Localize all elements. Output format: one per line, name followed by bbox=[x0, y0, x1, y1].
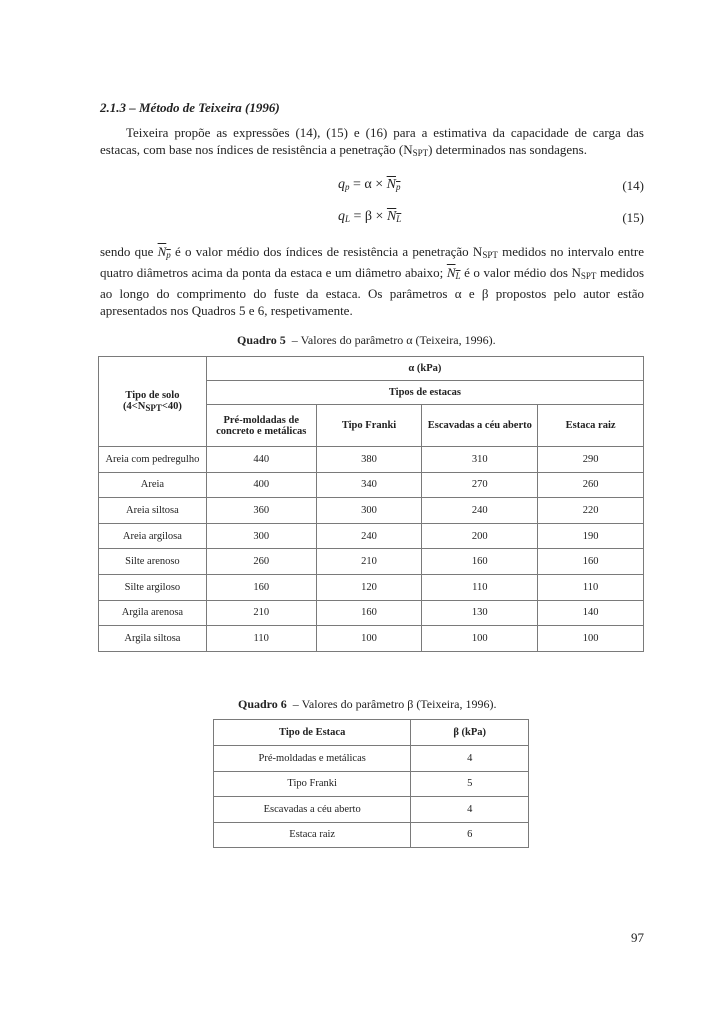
para2-nl-sub: L bbox=[455, 271, 461, 281]
eq15-lhs-sub: L bbox=[345, 214, 351, 224]
soil-type-header-range-sub: SPT bbox=[145, 403, 162, 413]
alpha-value-cell: 220 bbox=[538, 498, 644, 524]
quadro5-caption bbox=[237, 333, 496, 348]
beta-unit-header: β (kPa) bbox=[411, 720, 529, 746]
table-row bbox=[99, 498, 644, 524]
equation-14-number: (14) bbox=[622, 178, 644, 193]
alpha-value-cell: 160 bbox=[206, 574, 316, 600]
quadro6-caption-label: Quadro 6 bbox=[238, 697, 287, 711]
alpha-value-cell: 160 bbox=[422, 549, 538, 575]
table-row bbox=[214, 797, 529, 823]
alpha-value-cell: 140 bbox=[538, 600, 644, 626]
soil-type-cell: Areia com pedregulho bbox=[99, 447, 207, 473]
soil-type-header-range-b: <40) bbox=[161, 401, 182, 412]
alpha-value-cell: 240 bbox=[422, 498, 538, 524]
eq14-rhs-sub: p bbox=[395, 182, 401, 192]
alpha-value-cell: 290 bbox=[538, 447, 644, 473]
soil-type-header-line1: Tipo de solo bbox=[125, 390, 180, 401]
alpha-value-cell: 200 bbox=[422, 523, 538, 549]
quadro6-table bbox=[213, 719, 529, 848]
alpha-value-cell: 380 bbox=[316, 447, 422, 473]
alpha-value-cell: 100 bbox=[538, 626, 644, 652]
alpha-value-cell: 240 bbox=[316, 523, 422, 549]
pile-column-header: Pré-moldadas de concreto e metálicas bbox=[206, 405, 316, 447]
quadro5-table bbox=[98, 356, 644, 652]
alpha-value-cell: 130 bbox=[422, 600, 538, 626]
pile-column-header: Tipo Franki bbox=[316, 405, 422, 447]
alpha-value-cell: 190 bbox=[538, 523, 644, 549]
alpha-unit-header: α (kPa) bbox=[206, 357, 643, 381]
eq14-lhs: q bbox=[338, 177, 345, 192]
alpha-value-cell: 340 bbox=[316, 472, 422, 498]
alpha-value-cell: 400 bbox=[206, 472, 316, 498]
pile-column-header: Estaca raiz bbox=[538, 405, 644, 447]
alpha-value-cell: 270 bbox=[422, 472, 538, 498]
table-row bbox=[99, 626, 644, 652]
equation-14 bbox=[338, 177, 400, 193]
eq15-operator: = β × bbox=[353, 209, 384, 224]
beta-value-cell: 5 bbox=[411, 771, 529, 797]
quadro5-caption-label: Quadro 5 bbox=[237, 333, 286, 347]
table-row bbox=[214, 822, 529, 848]
pile-type-cell: Tipo Franki bbox=[214, 771, 411, 797]
para2-text-1: sendo que bbox=[100, 244, 154, 259]
alpha-value-cell: 100 bbox=[316, 626, 422, 652]
para2-text-4: é o valor médio dos N bbox=[464, 265, 581, 280]
soil-type-cell: Areia argilosa bbox=[99, 523, 207, 549]
table-row bbox=[99, 574, 644, 600]
table-row bbox=[99, 523, 644, 549]
pile-type-cell: Escavadas a céu aberto bbox=[214, 797, 411, 823]
soil-type-cell: Areia bbox=[99, 472, 207, 498]
beta-value-cell: 4 bbox=[411, 797, 529, 823]
soil-type-header-range-a: (4<N bbox=[123, 401, 146, 412]
alpha-value-cell: 300 bbox=[206, 523, 316, 549]
soil-type-cell: Silte argiloso bbox=[99, 574, 207, 600]
soil-type-cell: Argila siltosa bbox=[99, 626, 207, 652]
eq14-lhs-sub: p bbox=[345, 182, 350, 192]
alpha-value-cell: 120 bbox=[316, 574, 422, 600]
quadro6-caption bbox=[238, 697, 496, 712]
eq15-rhs: N bbox=[386, 209, 397, 224]
alpha-value-cell: 160 bbox=[538, 549, 644, 575]
soil-type-cell: Silte arenoso bbox=[99, 549, 207, 575]
alpha-value-cell: 260 bbox=[538, 472, 644, 498]
para2-text-3: medidos no intervalo entre quatro diâmetros acima da ponta da estaca e um diâmetro abaixo; bbox=[100, 244, 645, 280]
table-row bbox=[99, 549, 644, 575]
alpha-value-cell: 110 bbox=[538, 574, 644, 600]
pile-types-header: Tipos de estacas bbox=[206, 381, 643, 405]
beta-value-cell: 4 bbox=[411, 746, 529, 772]
page-number: 97 bbox=[631, 930, 644, 945]
alpha-value-cell: 310 bbox=[422, 447, 538, 473]
eq14-rhs: N bbox=[386, 177, 396, 192]
para2-np-sub: p bbox=[166, 250, 171, 260]
alpha-value-cell: 210 bbox=[316, 549, 422, 575]
table-row bbox=[99, 600, 644, 626]
alpha-value-cell: 300 bbox=[316, 498, 422, 524]
alpha-value-cell: 110 bbox=[206, 626, 316, 652]
equation-15-number: (15) bbox=[622, 210, 644, 225]
paragraph-intro-text-b: ) determinados nas sondagens. bbox=[428, 142, 587, 157]
alpha-value-cell: 210 bbox=[206, 600, 316, 626]
table-row bbox=[214, 746, 529, 772]
alpha-value-cell: 260 bbox=[206, 549, 316, 575]
alpha-value-cell: 360 bbox=[206, 498, 316, 524]
pile-type-cell: Estaca raiz bbox=[214, 822, 411, 848]
eq15-rhs-sub: L bbox=[396, 214, 402, 224]
soil-type-header bbox=[99, 357, 207, 447]
soil-type-cell: Areia siltosa bbox=[99, 498, 207, 524]
para2-spt-sub-1: SPT bbox=[482, 250, 498, 260]
table-row bbox=[214, 771, 529, 797]
table-row bbox=[99, 447, 644, 473]
alpha-value-cell: 160 bbox=[316, 600, 422, 626]
alpha-value-cell: 100 bbox=[422, 626, 538, 652]
table-row bbox=[99, 472, 644, 498]
pile-type-header: Tipo de Estaca bbox=[214, 720, 411, 746]
para2-np-symbol: N bbox=[157, 244, 167, 259]
pile-column-header: Escavadas a céu aberto bbox=[422, 405, 538, 447]
equation-15 bbox=[338, 209, 401, 225]
quadro6-caption-text: – Valores do parâmetro β (Teixeira, 1996). bbox=[292, 697, 497, 711]
para2-nl-symbol: N bbox=[446, 265, 456, 280]
alpha-value-cell: 110 bbox=[422, 574, 538, 600]
para2-text-2: é o valor médio dos índices de resistência a penetração N bbox=[175, 244, 483, 259]
eq14-operator: = α × bbox=[353, 177, 384, 192]
eq15-lhs: q bbox=[338, 209, 345, 224]
paragraph-definitions bbox=[100, 243, 644, 319]
alpha-value-cell: 440 bbox=[206, 447, 316, 473]
paragraph-intro-text-a: Teixeira propõe as expressões (14), (15) e (16) para a estimativa da capacidade de carga das estacas, com base nos índices de resistência a penetração (N bbox=[100, 125, 644, 157]
soil-type-cell: Argila arenosa bbox=[99, 600, 207, 626]
para2-spt-sub-2: SPT bbox=[580, 271, 597, 281]
quadro5-caption-text: – Valores do parâmetro α (Teixeira, 1996). bbox=[291, 333, 496, 347]
section-heading: 2.1.3 – Método de Teixeira (1996) bbox=[100, 100, 280, 115]
pile-type-cell: Pré-moldadas e metálicas bbox=[214, 746, 411, 772]
beta-value-cell: 6 bbox=[411, 822, 529, 848]
para2-text-5: medidos ao longo do comprimento do fuste da estaca. Os parâmetros α e β propostos pelo autor estão apresentados nos Quadros 5 e 6, respetivamente. bbox=[100, 265, 645, 318]
paragraph-intro-subscript: SPT bbox=[412, 148, 429, 158]
paragraph-intro bbox=[100, 124, 644, 162]
